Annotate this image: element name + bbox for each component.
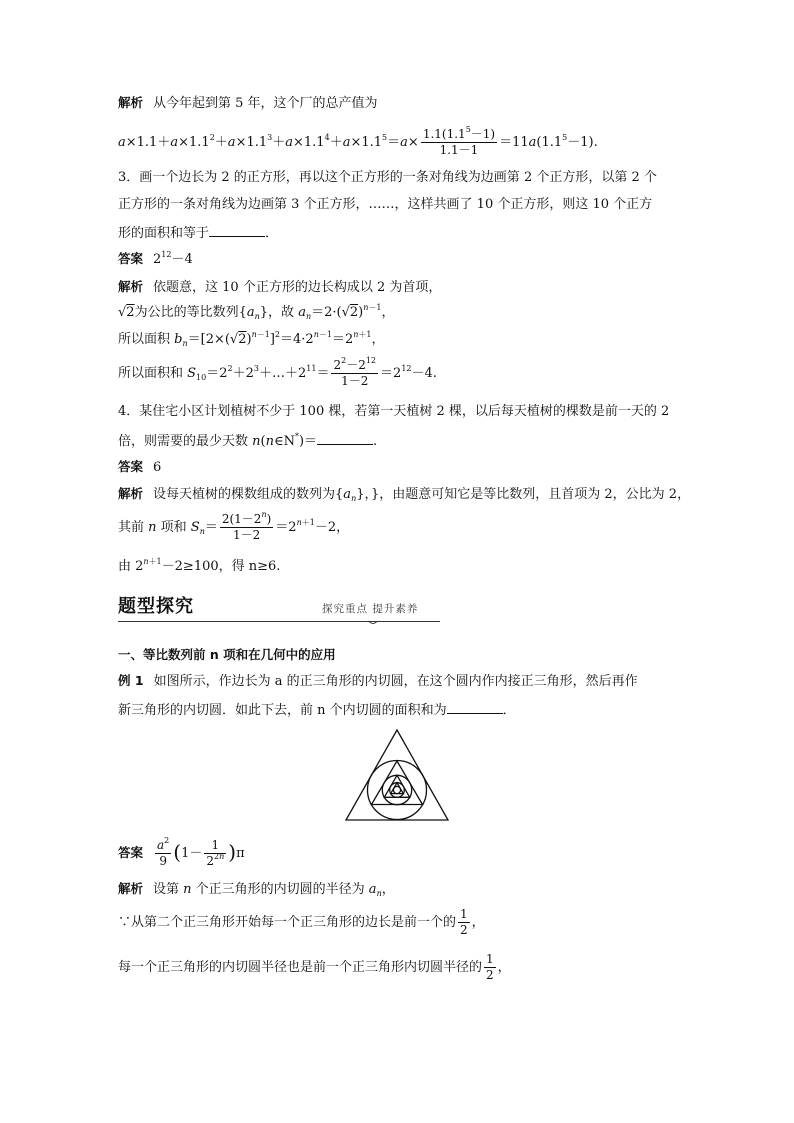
q4-answer-line xyxy=(118,461,161,474)
q3-line3: 形的面积和等于 ． xyxy=(118,226,279,241)
q4-fraction: $\frac{2(1-2^n)}{1-2}$ xyxy=(221,510,272,542)
answer-blank xyxy=(209,225,265,237)
analysis-label: 解析 xyxy=(118,95,144,110)
ex1-analysis-line3: 每一个正三角形的内切圆半径也是前一个正三角形内切圆半径的 $\frac{1}{2}$ ， xyxy=(118,952,511,982)
analysis-label: 解析 xyxy=(118,881,144,896)
q3-answer: $2^{12}-4$ xyxy=(153,250,193,267)
ex1-line2: 新三角形的内切圆．如此下去，前 n 个内切圆的面积和为 ． xyxy=(118,703,516,718)
section-divider xyxy=(118,621,440,622)
ex1-analysis-line1: 解析 设第 n 个正三角形的内切圆的半径为 $a_n$， xyxy=(118,881,395,898)
p1-formula-line: $a\times 1.1+a\times 1.1^2+a\times 1.1^3+a\times 1.1^4+a\times 1.1^5=a\times$ $\frac{1.1(1.1^5-1)}{1.1-1}$ $=11a(1.1^5-1)$. xyxy=(118,125,598,157)
p1-intro-text: 从今年起到第 5 年，这个厂的总产值为 xyxy=(153,96,378,111)
nested-triangle-circle-figure xyxy=(344,728,450,822)
answer-blank xyxy=(317,433,373,445)
p1-fraction: $\frac{1.1(1.1^5-1)}{1.1-1}$ xyxy=(422,125,496,157)
q4-analysis-line1: 解析 设每天植树的棵数组成的数列为$\{a_n\}$，}，由题意可知它是等比数列，且首项为 2，公比为 2， xyxy=(118,486,691,503)
analysis-label: 解析 xyxy=(118,279,144,294)
p1-analysis-line xyxy=(118,97,378,110)
answer-label: 答案 xyxy=(118,251,144,266)
incircle-4 xyxy=(393,786,400,793)
section-title: 题型探究 xyxy=(118,596,194,617)
answer-label: 答案 xyxy=(118,845,144,860)
incircle-2 xyxy=(382,775,411,804)
incircle-1 xyxy=(368,761,427,820)
ex1-analysis-line2: ∵从第二个正三角形开始每一个正三角形的边长是前一个的 $\frac{1}{2}$ ， xyxy=(118,907,485,937)
section-divider-notch xyxy=(368,618,378,624)
ex1-line1: 例 1 如图所示，作边长为 a 的正三角形的内切圆，在这个圆内作内接正三角形，然后再作 xyxy=(118,673,638,689)
q4-line2: 倍，则需要的最少天数 n(n∈N*)＝ . xyxy=(118,432,378,449)
q4-answer: 6 xyxy=(153,460,162,475)
ex1-answer-line xyxy=(118,838,245,869)
answer-label: 答案 xyxy=(118,459,144,474)
q3-answer-line xyxy=(118,250,193,267)
incircle-3 xyxy=(390,783,405,798)
q3-fraction: $\frac{2^2-2^{12}}{1-2}$ xyxy=(333,356,377,388)
q3-analysis-line2: √2为公比的等比数列$\{a_n\}$，故 $a_n=2\cdot(√2)^{n-1}$， xyxy=(118,303,395,321)
ex1-answer: $\frac{a^2}{9}$ (1－ $\frac{1}{2^{2n}}$ )π xyxy=(157,836,245,868)
q4-analysis-line3: 由 $2^{n+1}-2\ge 100$，得 n≥6. xyxy=(118,557,281,574)
q3-line2: 正方形的一条对角线为边画第 3 个正方形，……，这样共画了 10 个正方形，则这 10 个正方 xyxy=(118,197,653,212)
q4-analysis-line2: 其前 n 项和 $S_n=$ $\frac{2(1-2^n)}{1-2}$ $=2^{n+1}-2$， xyxy=(118,510,350,542)
answer-blank xyxy=(447,702,503,714)
q3-line1: 3．画一个边长为 2 的正方形，再以这个正方形的一条对角线为边画第 2 个正方形，以第 2 个 xyxy=(118,170,657,185)
q3-analysis-line1: 解析 依题意，这 10 个正方形的边长构成以 2 为首项， xyxy=(118,279,442,295)
q3-analysis-line4: 所以面积和 $S_{10}=2^2+2^3+\dots+2^{11}=$ $\frac{2^2-2^{12}}{1-2}$ $=2^{12}-4$. xyxy=(118,356,437,388)
q3-analysis-line3: 所以面积 $b_n=[2\times(√2)^{n-1}]^2=4\cdot 2^{n-1}=2^{n+1}$， xyxy=(118,330,385,348)
analysis-label: 解析 xyxy=(118,486,144,501)
ex1-heading: 一、等比数列前 n 项和在几何中的应用 xyxy=(118,647,336,662)
example-label: 例 1 xyxy=(118,673,144,688)
section-subtitle: 探究重点 提升素养 xyxy=(322,603,419,615)
q4-line1: 4．某住宅小区计划植树不少于 100 棵，若第一天植树 2 棵，以后每天植树的棵数是前一天的 2 xyxy=(118,404,670,419)
